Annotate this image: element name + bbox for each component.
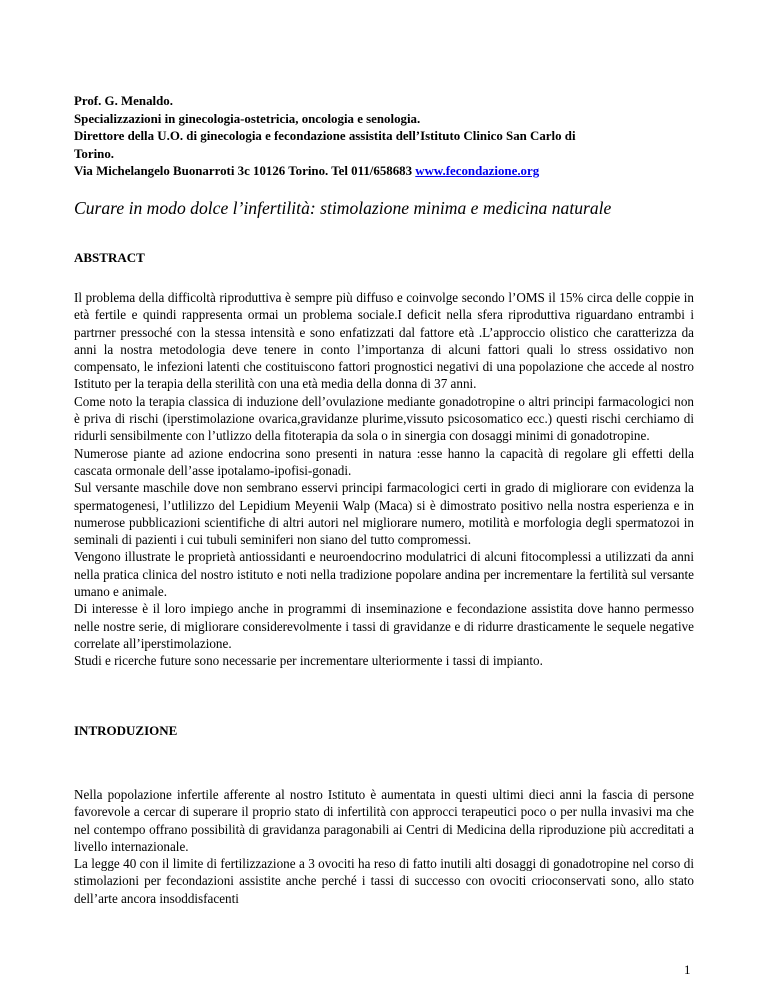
introduction-heading: INTRODUZIONE bbox=[74, 723, 178, 738]
abstract-paragraph: Sul versante maschile dove non sembrano esservi principi farmacologici certi in grado di migliorare con evidenza la spermatogenesi, l’utlilizzo del Lepidium Meyenii Walp (Maca) si è dimostrato positivo nella nostra esperienza e in numerose pubblicazioni scientifiche di altri autori nel migliorare numero, motilità e morfologia degli spermatozoi in seminali di pazienti i cui tubuli seminiferi non siano del tutto compromessi. bbox=[74, 480, 694, 548]
introduction-paragraph: La legge 40 con il limite di fertilizzazione a 3 ovociti ha reso di fatto inutili alti dosaggi di gonadotropine nel corso di stimolazioni per fecondazioni assistite anche perché i tassi di successo con ovociti crioconservati sono, allo stato dell’arte ancora insoddisfacenti bbox=[74, 856, 694, 906]
address-text: Via Michelangelo Buonarroti 3c 10126 Torino. Tel 011/658683 bbox=[74, 164, 413, 178]
document-title: Curare in modo dolce l’infertilità: stimolazione minima e medicina naturale bbox=[74, 198, 612, 218]
author-header bbox=[74, 93, 694, 181]
introduction-body bbox=[74, 786, 694, 907]
abstract-paragraph: Vengono illustrate le proprietà antiossidanti e neuroendocrino modulatrici di alcuni fitocomplessi a utilizzati da anni nella pratica clinica del nostro istituto e noti nella tradizione popolare andina per incrementare la fertilità sul versante umano e animale. bbox=[74, 549, 694, 600]
abstract-paragraph: Il problema della difficoltà riproduttiva è sempre più diffuso e coinvolge secondo l’OMS il 15% circa delle coppie in età fertile e quindi rappresenta ormai un problema sociale.I deficit nella sfera riproduttiva riguardano entrambi i partrner pressoché con la stessa intensità e sono enfatizzati dal fattore età .L’approccio olistico che caratterizza da anni la nostra metodologia deve tenere in conto l’importanza di alcuni fattori quali lo stress ossidativo non compensato, le infezioni latenti che costituiscono fattori prognostici negativi di una popolazione che accede al nostro Istituto per la terapia della sterilità con una età media della donna di 37 anni. bbox=[74, 290, 694, 392]
abstract-heading: ABSTRACT bbox=[74, 250, 145, 265]
abstract-body bbox=[74, 289, 694, 670]
introduction-paragraph: Nella popolazione infertile afferente al nostro Istituto è aumentata in questi ultimi dieci anni la fascia di persone favorevole a cercar di superare il proprio stato di infertilità con approcci terapeutici poco o per nulla invasivi ma che nel contempo offrano possibilità di gravidanza paragonabili ai Centri di Medicina della riproduzione più accreditati a livello internazionale. bbox=[74, 787, 694, 854]
author-city: Torino. bbox=[74, 146, 114, 161]
author-name: Prof. G. Menaldo. bbox=[74, 94, 173, 108]
abstract-paragraph: Di interesse è il loro impiego anche in programmi di inseminazione e fecondazione assistita dove hanno permesso nelle nostre serie, di migliorare considerevolmente i tassi di gravidanze e di ridurre drasticamente le sequele negative correlate all’iperstimolazione. bbox=[74, 601, 694, 651]
author-specializations: Specializzazioni in ginecologia-ostetricia, oncologia e senologia. bbox=[74, 111, 421, 126]
abstract-paragraph: Numerose piante ad azione endocrina sono presenti in natura :esse hanno la capacità di regolare gli effetti della cascata ormonale dell’asse ipotalamo-ipofisi-gonadi. bbox=[74, 445, 694, 478]
abstract-paragraph: Come noto la terapia classica di induzione dell’ovulazione mediante gonadotropine o altri principi farmacologici non è priva di rischi (iperstimolazione ovarica,gravidanze plurime,vissuto psicosomatico ecc.) questi rischi cerchiamo di ridurli sensibilmente con l’utlizzo della fitoterapia da sola o in sinergia con dosaggi minimi di gonadotropine. bbox=[74, 393, 694, 444]
abstract-paragraph: Studi e ricerche future sono necessarie per incrementare ulteriormente i tassi di impianto. bbox=[74, 653, 543, 669]
author-position: Direttore della U.O. di ginecologia e fecondazione assistita dell’Istituto Clinico San Carlo di bbox=[74, 129, 576, 143]
page-number: 1 bbox=[684, 962, 691, 977]
author-address bbox=[74, 163, 694, 181]
website-link[interactable]: www.fecondazione.org bbox=[415, 164, 540, 178]
